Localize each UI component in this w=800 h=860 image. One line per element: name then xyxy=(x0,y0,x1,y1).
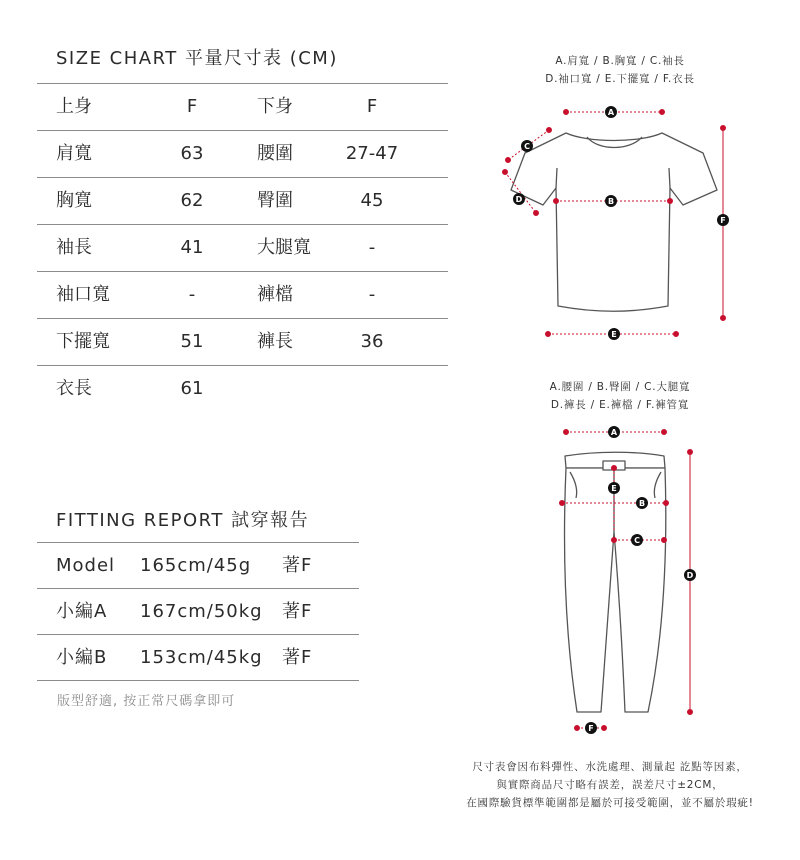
shirt-legend-line: A.肩寬 / B.胸寬 / C.袖長 xyxy=(555,55,685,67)
tester-name: 小編A xyxy=(56,601,108,622)
top-measure-value: 51 xyxy=(180,331,204,352)
pants-legend-line: A.腰圍 / B.臀圍 / C.大腿寬 xyxy=(549,381,691,393)
bottom-measure-value: 45 xyxy=(360,190,384,211)
tester-body: 153cm/45kg xyxy=(140,647,263,668)
marker-d: D xyxy=(686,571,694,580)
top-measure-value: 62 xyxy=(180,190,204,211)
marker-a: A xyxy=(610,428,618,437)
bottom-measure-value: - xyxy=(368,237,376,258)
bottom-measure-label: 褲長 xyxy=(257,331,293,352)
top-measure-label: 上身 xyxy=(56,96,92,117)
fitting-note: 版型舒適, 按正常尺碼拿即可 xyxy=(57,694,236,709)
marker-f: F xyxy=(588,724,594,733)
tester-size: 著F xyxy=(282,647,313,668)
marker-f: F xyxy=(720,216,726,225)
size-disclaimer xyxy=(440,758,780,812)
shirt-legend-line: D.袖口寬 / E.下擺寬 / F.衣長 xyxy=(545,73,695,85)
bottom-measure-value: 36 xyxy=(360,331,384,352)
tester-size: 著F xyxy=(282,601,313,622)
marker-c: C xyxy=(634,536,640,545)
top-measure-label: 袖口寬 xyxy=(56,284,110,305)
tshirt-outline xyxy=(511,133,717,311)
top-measure-value: 41 xyxy=(180,237,204,258)
tester-body: 167cm/50kg xyxy=(140,601,263,622)
marker-c: C xyxy=(524,142,530,151)
bottom-measure-value: F xyxy=(366,96,378,117)
pants-legend-line: D.褲長 / E.褲檔 / F.褲管寬 xyxy=(550,399,690,411)
bottom-measure-label: 腰圍 xyxy=(257,143,293,164)
marker-b: B xyxy=(638,499,646,508)
bottom-measure-label: 臀圍 xyxy=(257,190,293,211)
tester-name: Model xyxy=(56,555,116,576)
disclaimer-line: 尺寸表會因布料彈性、水洗處理、測量起 訖點等因素， xyxy=(472,761,748,773)
top-measure-label: 袖長 xyxy=(56,237,92,258)
top-measure-value: 61 xyxy=(180,378,204,399)
top-measure-value: 63 xyxy=(180,143,204,164)
tester-size: 著F xyxy=(282,555,313,576)
top-measure-value: - xyxy=(188,284,196,305)
top-measure-label: 肩寬 xyxy=(56,143,92,164)
tester-body: 165cm/45g xyxy=(140,555,252,576)
bottom-measure-value: - xyxy=(368,284,376,305)
marker-a: A xyxy=(607,108,615,117)
marker-d: D xyxy=(515,195,523,204)
top-measure-label: 胸寬 xyxy=(56,190,92,211)
top-measure-label: 衣長 xyxy=(56,378,92,399)
disclaimer-line: 在國際驗貨標準範圍都是屬於可接受範圍，並不屬於瑕疵! xyxy=(466,797,754,809)
disclaimer-line: 與實際商品尺寸略有誤差，誤差尺寸±2CM， xyxy=(496,779,724,791)
fitting-report-title: FITTING REPORT 試穿報告 xyxy=(56,510,310,531)
tester-name: 小編B xyxy=(56,647,108,668)
size-chart-title: SIZE CHART 平量尺寸表 (CM) xyxy=(56,48,338,69)
top-measure-value: F xyxy=(186,96,198,117)
marker-e: E xyxy=(611,330,617,339)
marker-e: E xyxy=(611,484,617,493)
bottom-measure-label: 褲檔 xyxy=(257,284,293,305)
bottom-measure-label: 大腿寬 xyxy=(257,237,311,258)
bottom-measure-value: 27-47 xyxy=(345,143,399,164)
top-measure-label: 下擺寬 xyxy=(56,331,110,352)
bottom-measure-label: 下身 xyxy=(257,96,293,117)
marker-b: B xyxy=(607,197,615,206)
